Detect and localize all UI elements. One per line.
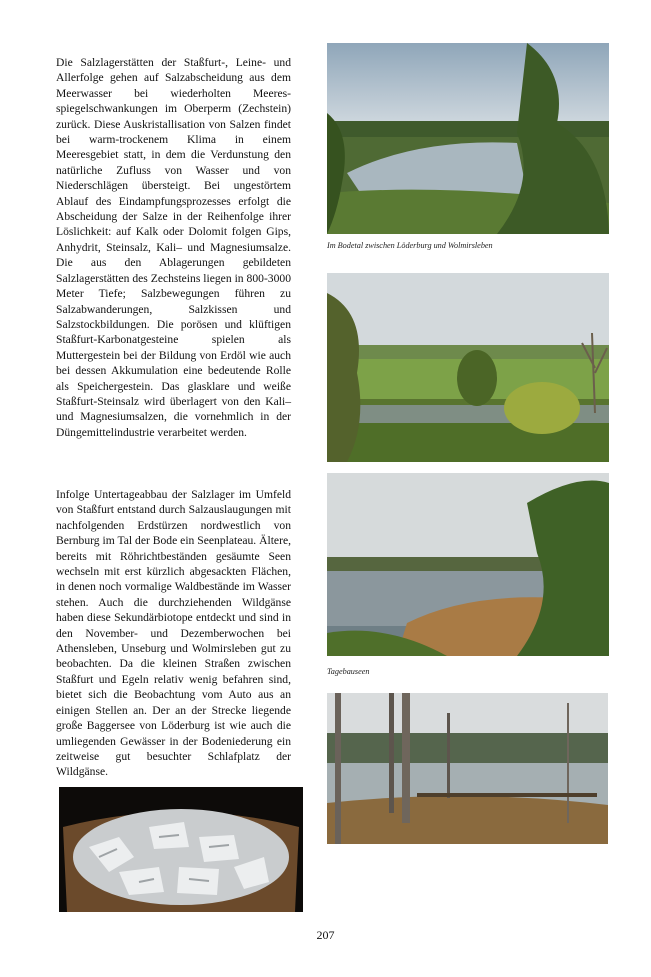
page-number: 207 bbox=[316, 928, 335, 942]
photo-tagebauseen-lake bbox=[327, 473, 609, 656]
photo-flooded-forest bbox=[327, 693, 608, 844]
body-paragraph-salt-deposits: Die Salzlagerstätten der Staßfurt-, Leine- und Allerfolge gehen auf Salzabscheidung aus dem Meerwasser bei wiederholten Meeresspiegelschwankungen im Oberperm (Zechstein) zurück. Diese Auskristallisation von Salzen findet bei warm-trockenem Klima in einem Meeresgebiet statt, in dem die Verdunstung den natürliche Zufluss von Wasser und von Niederschlägen übersteigt. Bei ungestörtem Ablauf des Eindampfungsprozesses erfolgt die Abscheidung der Salze in der Reihenfolge ihrer Löslichkeit: auf Kalk oder Dolomit folgen Gips, Anhydrit, Steinsalz, Kali– und Magnesiumsalze. Die aus den Ablagerungen gebildeten Salzlagerstätten des Zechsteins liegen in 800-3000 Meter Tiefe; Salzbewegungen führen zu Salzabwanderungen, Salzkissen und Salzstockbildungen. Die porösen und klüftigen Staßfurt-Karbonatgesteine spielen als Muttergestein bei der Bildung von Erdöl wie auch bei dessen Akkumulation eine bedeutende Rolle als Speichergestein. Das glasklare und weiße Staßfurt-Steinsalz wird überlagert von den Kali– und Magnesiumsalzen, die vornehmlich in der Düngemittelindustrie verarbeitet werden. bbox=[56, 56, 291, 439]
photo-bodetal-wetland bbox=[327, 43, 609, 234]
caption-bodetal: Im Bodetal zwischen Löderburg und Wolmirsleben bbox=[327, 241, 493, 250]
body-paragraph-lake-plateau: Infolge Untertageabbau der Salzlager im Umfeld von Staßfurt entstand durch Salzauslaugungen mit nachfolgenden Erdstürzen nordwestlich von Bernburg im Tal der Bode ein Seenplateau. Ältere, bereits mit Röhrichtbeständen gesäumte Seen wechseln mit erst kürzlich abgesackten Flächen, in denen noch vormalige Waldbestände im Wasser stehen. Auch die durchziehenden Wildgänse haben diese Sekundärbiotope entdeckt und sind in den November- und Dezemberwochen bei Athensleben, Unseburg und Wolmirsleben gut zu beobachten. Da die kleinen Straßen zwischen Staßfurt und Egeln relativ wenig befahren sind, bietet sich die Beobachtung vom Auto aus an einigen Stellen an. Der an der Strecke liegende große Baggersee von Löderburg ist wie auch die umliegenden Gewässer in der Bodeniederung ein zeitweise gut besuchter Schlafplatz der Wildgänse. bbox=[56, 488, 291, 779]
caption-tagebauseen: Tagebauseen bbox=[327, 667, 370, 676]
photo-river-landscape bbox=[327, 273, 609, 462]
photo-salt-crystals-basket bbox=[59, 787, 303, 912]
